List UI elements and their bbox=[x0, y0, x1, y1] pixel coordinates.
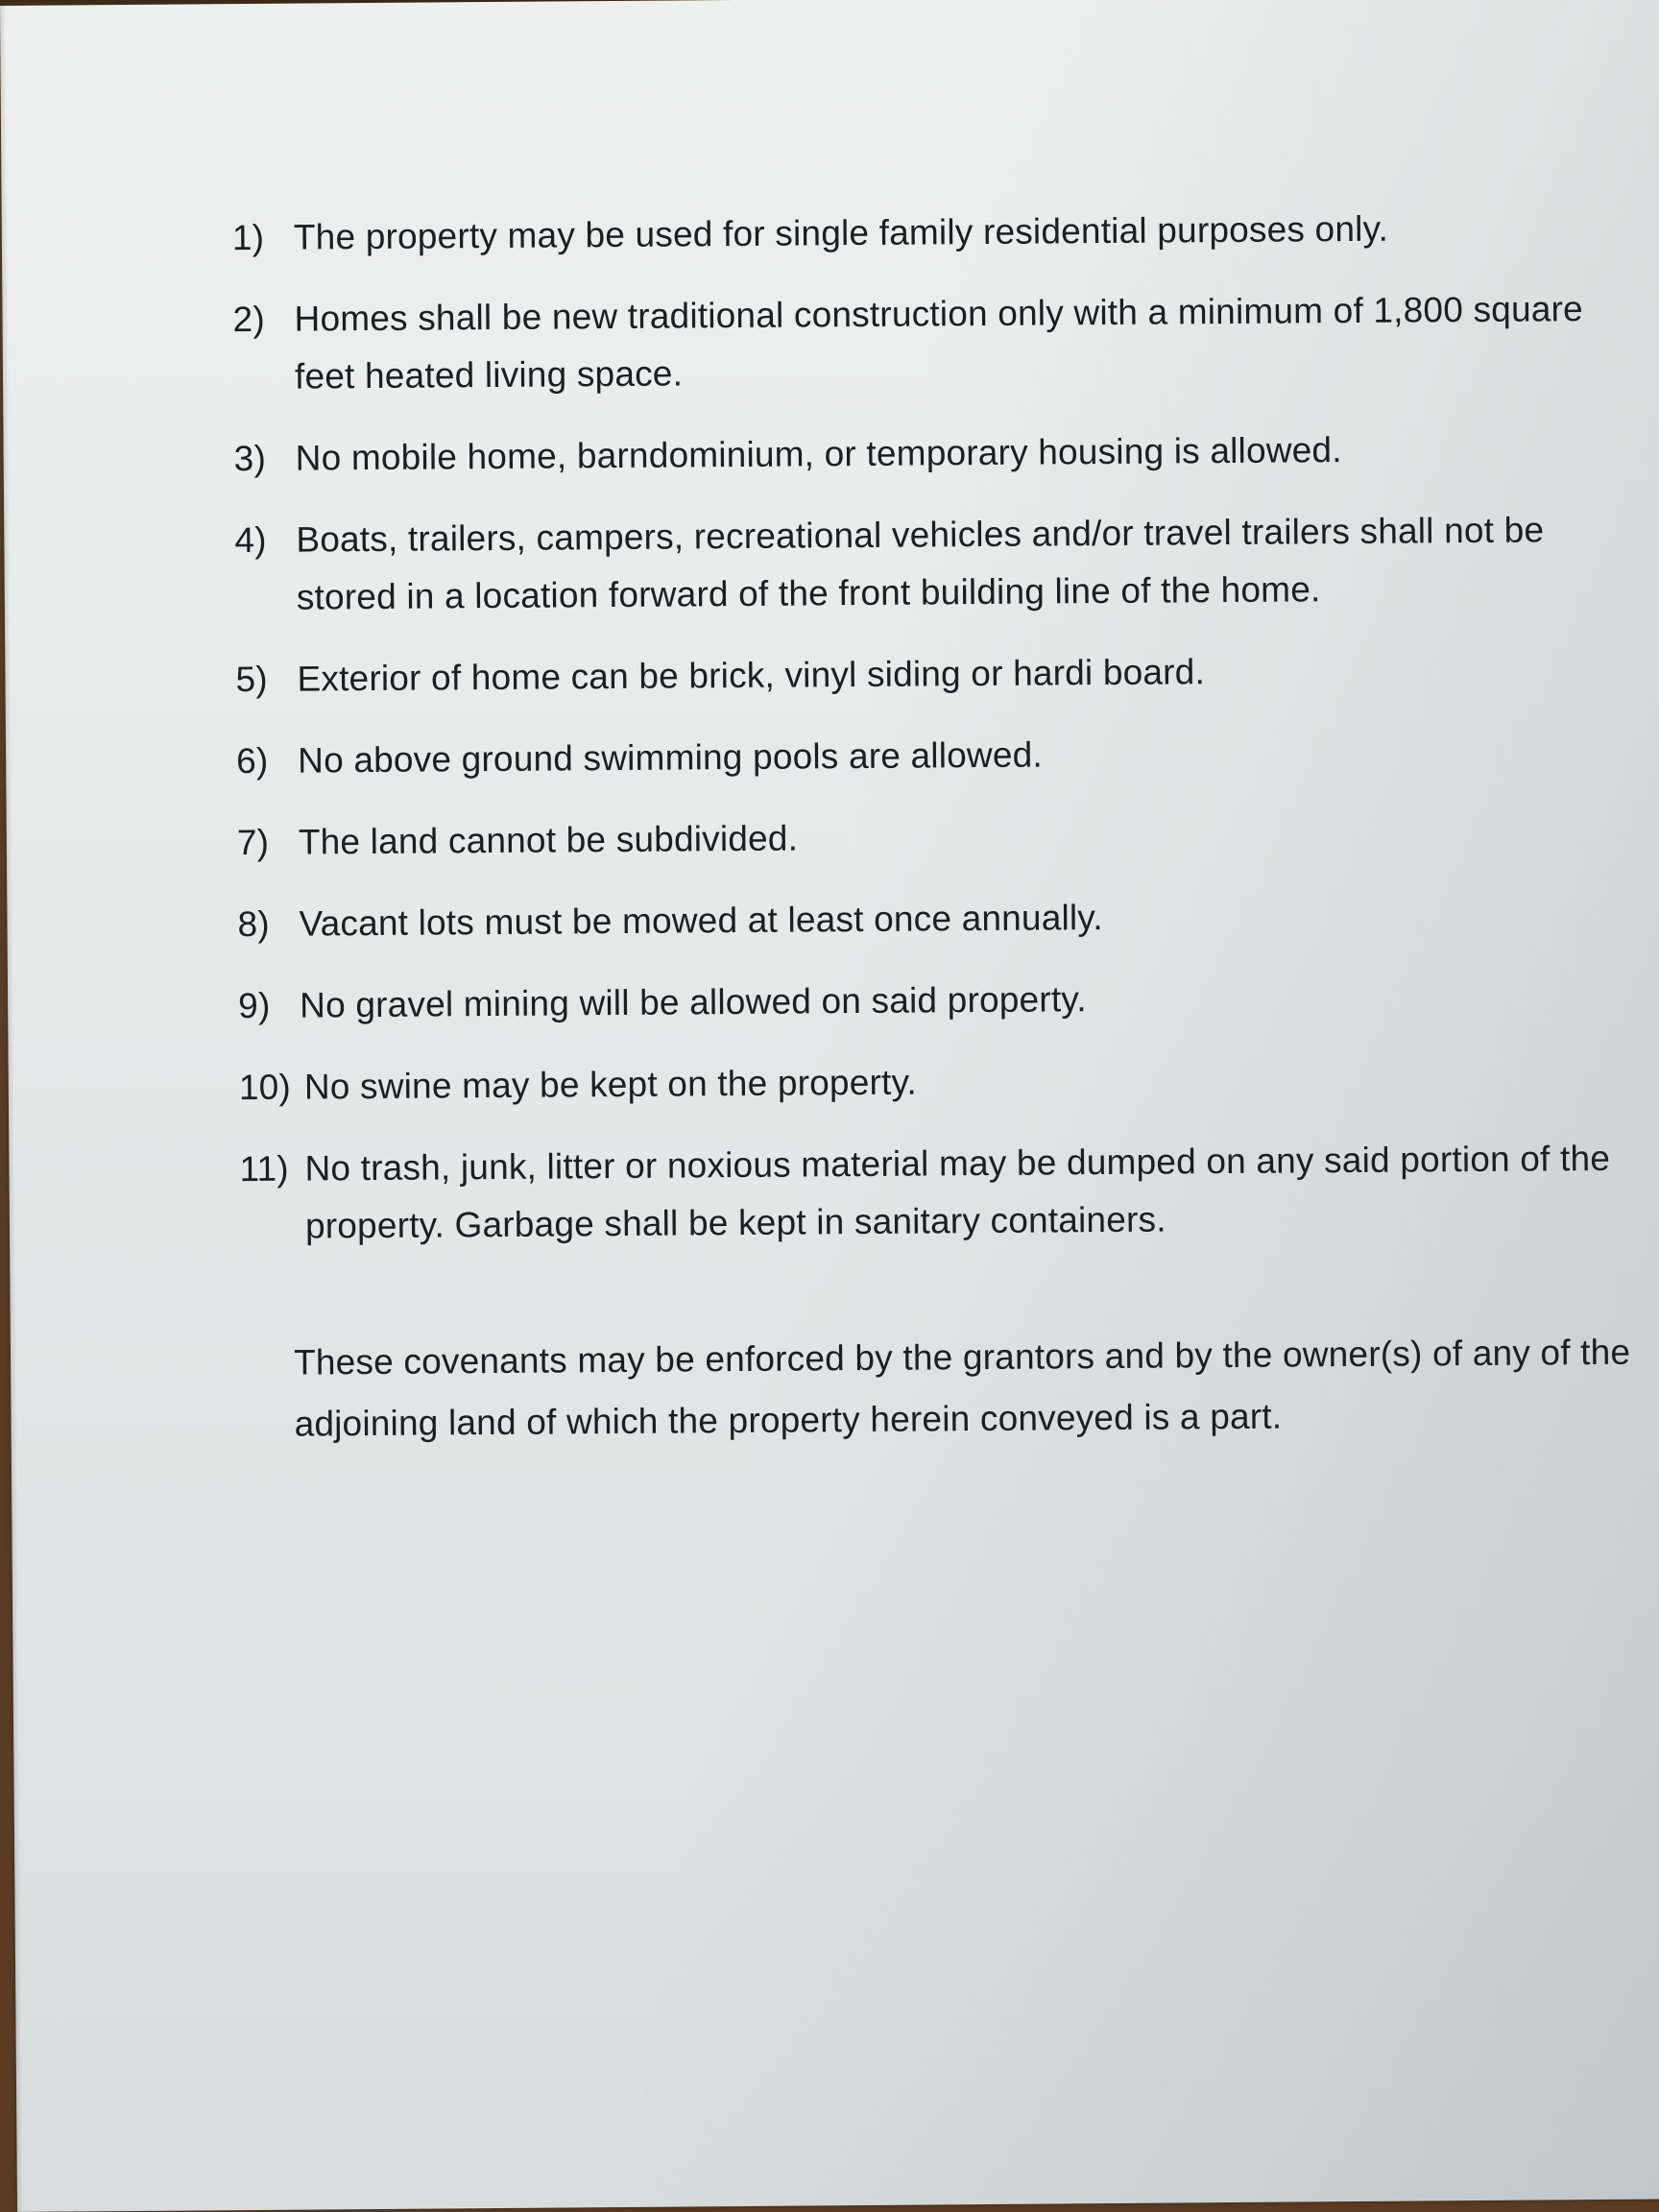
covenant-item bbox=[232, 280, 1606, 406]
covenant-item bbox=[234, 501, 1608, 627]
covenant-item bbox=[239, 1130, 1613, 1256]
covenant-item bbox=[233, 420, 1606, 488]
covenant-item bbox=[239, 1048, 1612, 1117]
covenant-text: Exterior of home can be brick, vinyl siding or hardi board. bbox=[297, 652, 1206, 699]
covenant-text: Boats, trailers, campers, recreational vehicles and/or travel trailers shall not be stored in a location forward of the front building line of the home. bbox=[296, 510, 1545, 617]
document-body bbox=[231, 199, 1631, 1491]
covenant-text: The land cannot be subdivided. bbox=[298, 818, 799, 862]
covenant-item bbox=[236, 722, 1609, 790]
covenant-text: No above ground swimming pools are allowed. bbox=[298, 734, 1044, 781]
covenant-text: The property may be used for single family residential purposes only. bbox=[293, 208, 1389, 257]
covenant-number: 11) bbox=[239, 1148, 290, 1190]
covenant-text: No mobile home, barndominium, or temporary housing is allowed. bbox=[295, 430, 1342, 478]
covenant-item bbox=[232, 199, 1605, 267]
covenant-list bbox=[232, 199, 1614, 1256]
covenant-text: Homes shall be new traditional construction only with a minimum of 1,800 square feet heated living space. bbox=[294, 289, 1583, 397]
covenant-number: 8) bbox=[237, 903, 270, 945]
covenant-text: No trash, junk, litter or noxious material may be dumped on any said portion of the property. Garbage shall be kept in sanitary containers. bbox=[304, 1138, 1611, 1246]
enforcement-paragraph: These covenants may be enforced by the grantors and by the owner(s) of any of the adjoining land of which the property herein conveyed is a part. bbox=[293, 1332, 1631, 1444]
covenant-item bbox=[237, 885, 1610, 953]
covenant-number: 2) bbox=[232, 299, 266, 340]
covenant-text: No gravel mining will be allowed on said property. bbox=[300, 979, 1087, 1025]
covenant-number: 5) bbox=[235, 659, 268, 700]
covenant-text: Vacant lots must be mowed at least once annually. bbox=[299, 898, 1103, 944]
covenant-number: 3) bbox=[233, 438, 267, 479]
covenant-number: 6) bbox=[236, 740, 269, 781]
covenant-number: 7) bbox=[236, 822, 270, 863]
covenant-number: 10) bbox=[238, 1067, 292, 1108]
covenant-item bbox=[238, 967, 1611, 1035]
covenant-text: No swine may be kept on the property. bbox=[303, 1062, 918, 1107]
covenant-number: 9) bbox=[238, 985, 271, 1026]
covenant-item bbox=[235, 640, 1608, 709]
page-edge-shadow bbox=[0, 6, 23, 2212]
covenant-number: 4) bbox=[234, 519, 267, 561]
covenant-item bbox=[237, 804, 1610, 872]
covenant-number: 1) bbox=[231, 217, 265, 258]
